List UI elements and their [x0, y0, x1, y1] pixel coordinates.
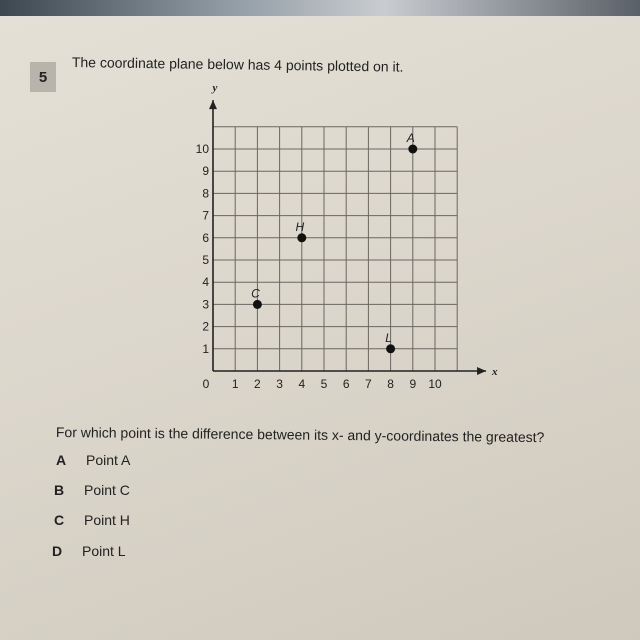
choice-label: Point H [84, 512, 130, 528]
answer-choice-b[interactable] [54, 482, 130, 498]
question-text: The coordinate plane below has 4 points plotted on it. [71, 54, 404, 75]
point-label-a: A [406, 131, 415, 145]
y-tick-label: 3 [202, 297, 209, 312]
y-tick-label: 6 [202, 230, 209, 245]
y-tick-label: 5 [202, 253, 209, 267]
x-tick-label: 2 [254, 377, 261, 391]
x-tick-label: 8 [387, 377, 394, 391]
y-tick-label: 9 [202, 164, 209, 179]
point-l [386, 344, 395, 353]
x-tick-label: 7 [365, 377, 372, 391]
x-tick-label: 9 [409, 377, 417, 391]
answer-choice-c[interactable] [54, 512, 130, 528]
y-tick-label: 2 [202, 319, 209, 334]
x-axis-arrow [477, 367, 486, 375]
x-tick-label: 6 [342, 377, 350, 391]
y-tick-label: 1 [202, 341, 209, 356]
point-h [297, 233, 306, 242]
point-c [253, 300, 262, 309]
y-axis-label: y [212, 82, 218, 95]
choice-letter: B [54, 482, 65, 498]
choice-letter: A [56, 452, 67, 468]
question-number: 5 [30, 62, 56, 92]
y-axis-arrow [209, 100, 217, 109]
choice-label: Point C [84, 482, 130, 498]
x-tick-label: 5 [320, 377, 328, 391]
y-tick-label: 8 [202, 186, 209, 201]
y-tick-label: 10 [195, 142, 209, 156]
x-tick-label: 10 [428, 377, 442, 391]
choice-letter: C [54, 512, 65, 528]
answer-choice-a[interactable] [56, 452, 130, 468]
y-tick-label: 7 [202, 208, 209, 223]
y-tick-label: 4 [202, 275, 209, 290]
x-tick-label: 1 [231, 377, 239, 391]
point-label-l: L [385, 330, 392, 345]
choice-label: Point L [82, 543, 126, 559]
point-label-h: H [295, 219, 305, 234]
x-tick-label: 4 [298, 377, 306, 391]
choice-letter: D [52, 543, 63, 559]
x-tick-label: 3 [276, 377, 283, 391]
choice-label: Point A [86, 452, 131, 468]
answer-choice-d[interactable] [52, 543, 126, 559]
x-axis-label: x [492, 366, 498, 378]
point-label-c: C [251, 286, 260, 301]
point-a [408, 145, 417, 154]
question-prompt: For which point is the difference between its x- and y-coordinates the greatest? [55, 424, 545, 446]
x-tick-label: 0 [202, 377, 210, 391]
